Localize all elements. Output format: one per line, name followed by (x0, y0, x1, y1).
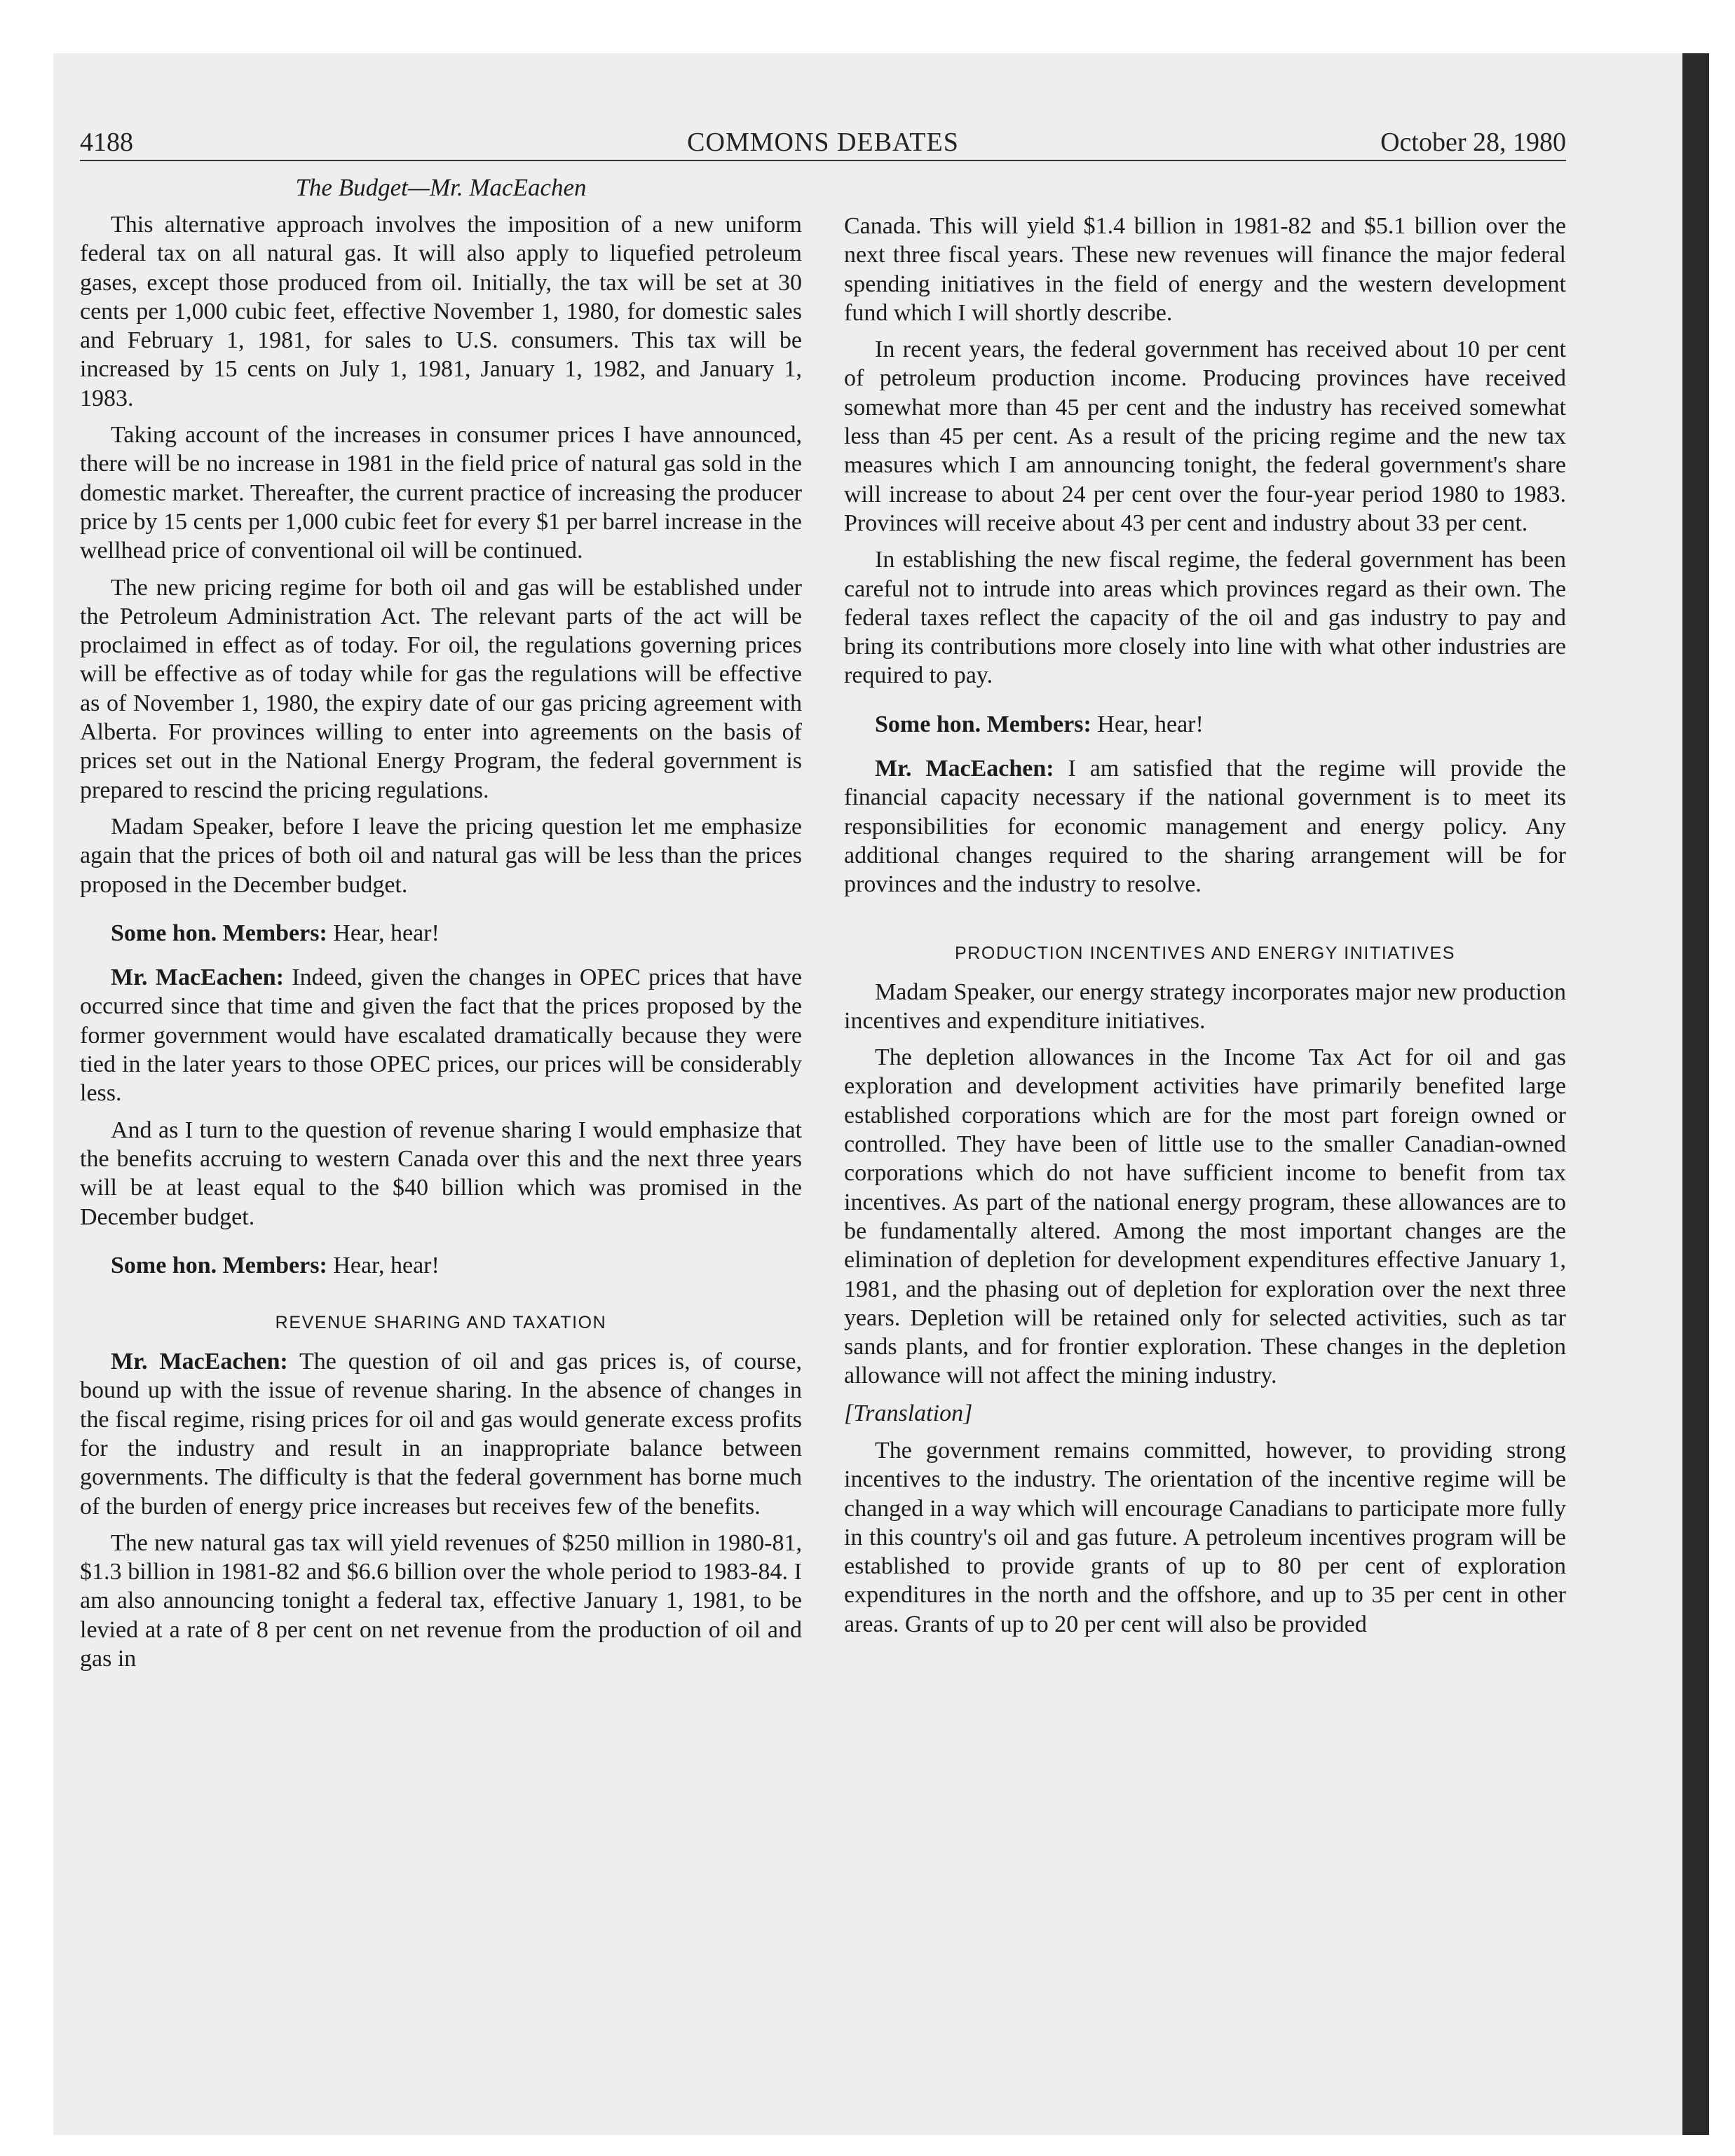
paragraph-continued: Canada. This will yield $1.4 billion in 1981-82 and $5.1 billion over the next three fiscal years. These new revenues will finance the major federal spending initiatives in the field of energy and the western development fund which I will shortly describe. (844, 213, 1566, 326)
speech-paragraph (844, 754, 1566, 899)
paragraph: Taking account of the increases in consumer prices I have announced, there will be no increase in 1981 in the field price of natural gas sold in the domestic market. Thereafter, the current practice of increasing the producer price by 15 cents per 1,000 cubic feet for every $1 per barrel increase in the wellhead price of conventional oil will be continued. (80, 422, 802, 564)
speaker-name: Some hon. Members: (111, 920, 327, 946)
speech-paragraph (80, 1347, 802, 1521)
speaker-name: Some hon. Members: (875, 711, 1091, 737)
paragraph: The depletion allowances in the Income Tax Act for oil and gas exploration and development activities have primarily benefited large established corporations which are for the most part foreign owned or controlled. They have been of little use to the smaller Canadian-owned corporations which do not have sufficient income to benefit from tax incentives. As part of the national energy program, these allowances are to be fundamentally altered. Among the most important changes are the elimination of depletion for development expenditures effective January 1, 1981, and the phasing out of depletion for exploration over the next three years. Depletion will be retained only for selected activities, such as tar sands plants, and for frontier exploration. These changes in the depletion allowance will not affect the mining industry. (844, 1044, 1566, 1389)
speech-text: Hear, hear! (1097, 711, 1204, 737)
left-column (80, 210, 802, 1681)
speech-paragraph (80, 963, 802, 1107)
paragraph: Madam Speaker, our energy strategy incorporates major new production incentives and expenditure initiatives. (844, 978, 1566, 1034)
interjection (80, 1251, 802, 1280)
paragraph: The new natural gas tax will yield revenues of $250 million in 1980-81, $1.3 billion in 1981-82 and $6.6 billion over the whole period to 1983-84. I am also announcing tonight a federal tax, effective January 1, 1981, to be levied at a rate of 8 per cent on net revenue from the production of oil and gas in (80, 1529, 802, 1672)
header-rule (80, 160, 1566, 161)
publication-date: October 28, 1980 (1380, 128, 1566, 157)
translation-marker: [Translation] (844, 1400, 973, 1426)
paragraph: This alternative approach involves the imposition of a new uniform federal tax on all natural gas. It will also apply to liquefied petroleum gases, except those produced from oil. Initially, the tax will be set at 30 cents per 1,000 cubic feet, effective November 1, 1980, for domestic sales and February 1, 1981, for sales to U.S. consumers. This tax will be increased by 15 cents on July 1, 1981, January 1, 1982, and January 1, 1983. (80, 212, 802, 411)
publication-title: COMMONS DEBATES (687, 128, 959, 157)
speaker-name: Mr. MacEachen: (111, 964, 285, 991)
page-header (80, 126, 1566, 158)
paragraph: And as I turn to the question of revenue sharing I would emphasize that the benefits accruing to western Canada over this and the next three years will be at least equal to the $40 billion which was promised in the December budget. (80, 1117, 802, 1230)
interjection (844, 710, 1566, 739)
speech-text: The question of oil and gas prices is, of course, bound up with the issue of revenue sharing. In the absence of changes in the fiscal regime, rising prices for oil and gas would generate excess profits for the industry and result in an inappropriate balance between governments. The difficulty is that the federal government has borne much of the burden of energy price increases but receives few of the benefits. (80, 1349, 803, 1520)
speaker-name: Mr. MacEachen: (111, 1349, 288, 1375)
section-heading: REVENUE SHARING AND TAXATION (275, 1313, 607, 1333)
speaker-name: Mr. MacEachen: (875, 756, 1054, 782)
speech-text: Hear, hear! (333, 1252, 440, 1278)
speech-text: Indeed, given the changes in OPEC prices that have occurred since that time and given the fact that the prices proposed by the former government would have escalated dramatically because they were tied in the later years to those OPEC prices, our prices will be considerably less. (80, 964, 802, 1107)
right-column (844, 212, 1566, 1646)
speech-text: I am satisfied that the regime will provide the financial capacity necessary if the national government is to meet its responsibilities for economic management and energy policy. Any additional changes required to the sharing arrangement will be for provinces and the industry to resolve. (844, 756, 1567, 898)
scan-edge-bar (1682, 53, 1709, 2135)
speaker-name: Some hon. Members: (111, 1252, 327, 1278)
page-number: 4188 (80, 128, 133, 157)
paragraph: The new pricing regime for both oil and gas will be established under the Petroleum Administration Act. The relevant parts of the act will be proclaimed in effect as of today. For oil, the regulations governing prices will be effective as of today while for gas the regulations will be effective as of November 1, 1980, the expiry date of our gas pricing agreement with Alberta. For provinces willing to enter into agreements on the basis of prices set out in the National Energy Program, the federal government is prepared to rescind the pricing regulations. (80, 574, 802, 803)
speech-text: Hear, hear! (333, 920, 440, 946)
section-heading: PRODUCTION INCENTIVES AND ENERGY INITIATIVES (954, 943, 1455, 963)
paragraph: Madam Speaker, before I leave the pricing question let me emphasize again that the prices of both oil and natural gas will be less than the prices proposed in the December budget. (80, 813, 802, 898)
interjection (80, 919, 802, 948)
running-subheading: The Budget—Mr. MacEachen (295, 174, 587, 201)
paragraph: In establishing the new fiscal regime, the federal government has been careful not to intrude into areas which provinces regard as their own. The federal taxes reflect the capacity of the oil and gas industry to pay and bring its contributions more closely into line with what other industries are required to pay. (844, 547, 1566, 689)
paragraph: In recent years, the federal government has received about 10 per cent of petroleum production income. Producing provinces have received somewhat more than 45 per cent and the industry has received somewhat less than 45 per cent. As a result of the pricing regime and the new tax measures which I am announcing tonight, the federal government's share will increase to about 24 per cent over the four-year period 1980 to 1983. Provinces will receive about 43 per cent and industry about 33 per cent. (844, 336, 1566, 536)
paragraph: The government remains committed, however, to providing strong incentives to the industry. The orientation of the incentive regime will be changed in a way which will encourage Canadians to participate more fully in this country's oil and gas future. A petroleum incentives program will be established to provide grants of up to 80 per cent of exploration expenditures in the north and the offshore, and up to 35 per cent in other areas. Grants of up to 20 per cent will also be provided (844, 1437, 1566, 1637)
